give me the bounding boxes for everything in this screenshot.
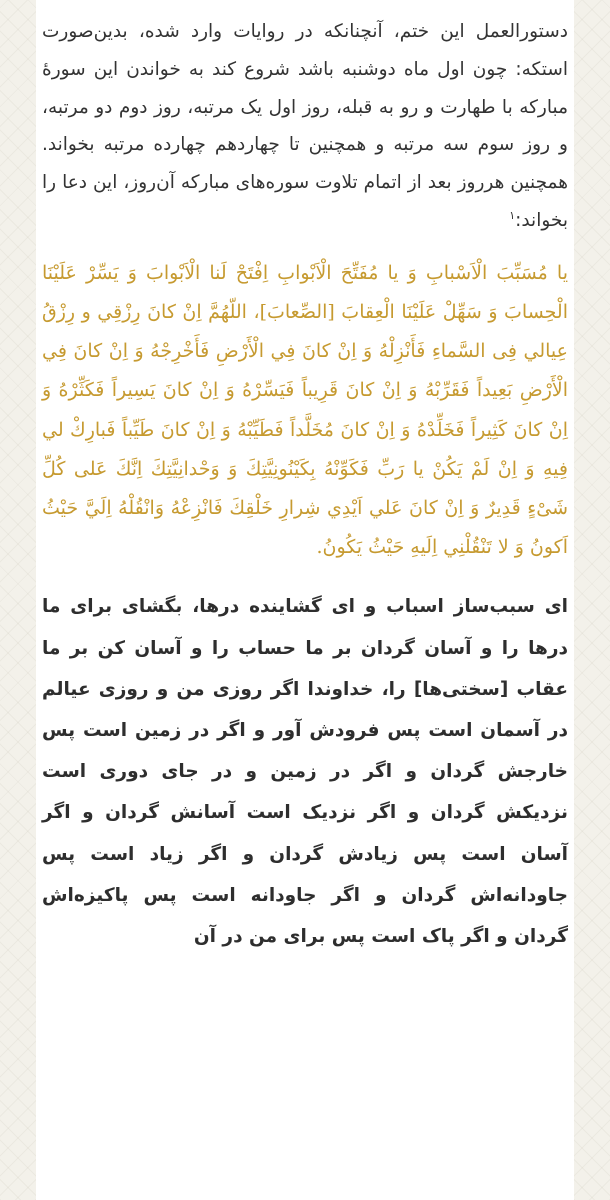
- right-pattern-margin: [574, 0, 610, 1200]
- dua-arabic-text: يا مُسَبِّبَ الْاَسْبابِ وَ يا مُفَتِّحَ الْاَبْوابِ اِفْتَحْ لَنا الْاَبْوابَ وَ يَسِّرْ عَلَيْنَا الْحِسابَ وَ سَهِّلْ عَلَيْنَا الْعِقابَ [الصِّعابَ]، اللّهُمَّ اِنْ كانَ رِزْقِي و رِزْقُ عِيالي فِی السَّماءِ فَأَنْزِلْهُ وَ اِنْ كانَ فِي الْأَرْضِ فَأَخْرِجْهُ وَ اِنْ كانَ فِي الْأَرْضِ بَعِيداً فَقَرِّبْهُ وَ اِنْ كانَ قَرِيباً فَيَسِّرْهُ وَ اِنْ كانَ يَسِيراً فَكَثِّرْهُ وَ اِنْ كانَ كَثِيراً فَخَلِّدْهُ وَ اِنْ كانَ مُخَلَّداً فَطَيِّبْهُ وَ اِنْ كانَ طَيِّباً فَبارِكْ لي فِيهِ وَ اِنْ لَمْ يَكُنْ يا رَبِّ فَكَوِّنْهُ بِكَيْنُونِيَّتِكَ وَ وَحْدانِيَّتِكَ اِنَّكَ عَلی كُلِّ شَیْءٍ قَدِيرٌ وَ اِنْ كانَ عَلي اَيْدِي شِرارِ خَلْقِكَ فَانْزِعْهُ وَانْقُلْهُ اِلَيَّ حَيْثُ اَكونُ وَ لا تَنْقُلْنِي اِلَيهِ حَيْثُ يَكُونُ.: [42, 261, 568, 559]
- left-pattern-margin: [0, 0, 36, 1200]
- footnote-marker[interactable]: ۱: [509, 208, 516, 222]
- document-page: [36, 0, 574, 1200]
- intro-paragraph: [42, 0, 568, 240]
- reading-content[interactable]: [36, 0, 574, 957]
- dua-translation-text: ای سبب‌ساز اسباب و ای گشاینده درها، بگشای برای ما درها را و آسان گردان بر ما حساب را و آسان کن بر ما عقاب [سختی‌ها] را، خداوندا اگر روزی من و روزی عیالم در آسمان است پس فرودش آور و اگر در زمین است پس خارجش گردان و اگر در زمین و در جای دوری است نزدیکش گردان و اگر نزدیک است آسانش گردان و اگر آسان است پس زیادش گردان و اگر زیاد است پس جاودانه‌اش گردان و اگر جاودانه است پس پاکیزه‌اش گردان و اگر پاک است پس برای من در آن: [42, 596, 568, 948]
- intro-text: دستورالعمل این ختم، آنچنانکه در روایات وارد شده، بدین‌صورت استکه: چون اول ماه دوشنبه باشد شروع کند به خواندن این سورۀ مبارکه با طهارت و رو به قبله، روز اول یک مرتبه، روز دوم دو مرتبه، و روز سوم سه مرتبه و همچنین تا چهاردهم چهارده مرتبه بخواند. همچنین هرروز بعد از اتمام تلاوت سوره‌های مبارکه آن‌روز، این دعا را بخواند:: [42, 21, 568, 231]
